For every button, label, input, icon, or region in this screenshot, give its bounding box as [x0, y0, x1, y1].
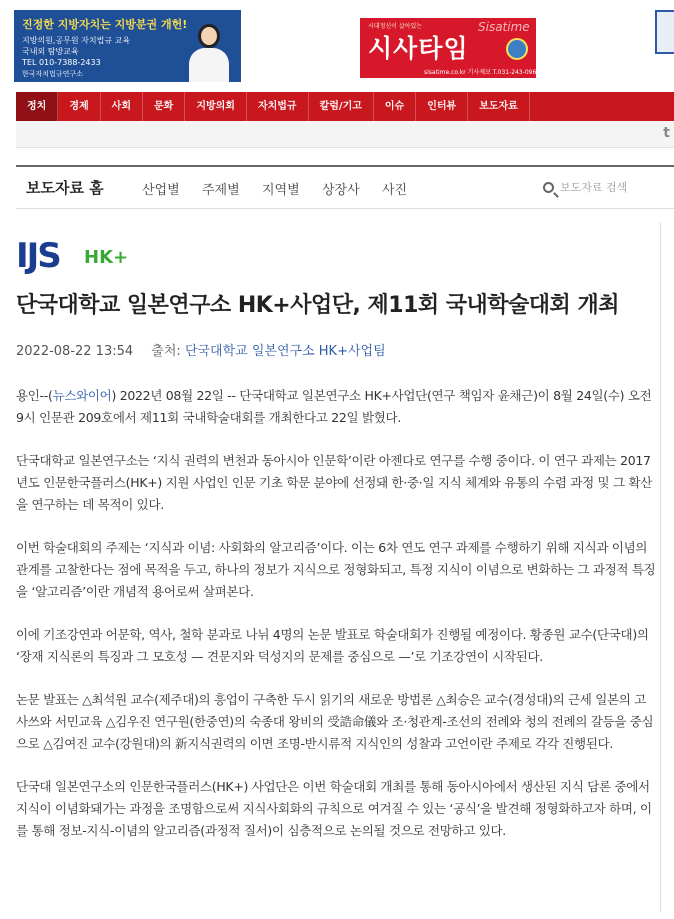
subnav-item-photo[interactable]: 사진: [382, 183, 408, 198]
source-link[interactable]: 단국대학교 일본연구소 HK+사업팀: [184, 344, 386, 359]
ijs-logo-text: IJS: [16, 236, 60, 276]
press-home-link[interactable]: 보도자료 홈: [26, 179, 104, 197]
subnav-item-listed[interactable]: 상장사: [322, 183, 360, 198]
article-body: [16, 385, 656, 863]
article-paragraph-2: 단국대학교 일본연구소는 ‘지식 권력의 변천과 동아시아 인문학’이란 아젠다로 연구를 수행 중이다. 이 연구 과제는 2017년도 인문한국플러스(HK+) 지원 사업인 인문 기초 학문 분야에 선정돼 한·중·일 지식 체계와 유통의 수렴 과정 및 그 확산을 연구하는 데 목적이 있다.: [16, 453, 652, 512]
banner-ad[interactable]: [14, 10, 241, 82]
logo-contact: sisatime.co.kr 기사제보 T.031-243-0965: [424, 69, 541, 76]
person-head: [198, 24, 220, 48]
subnav-item-region[interactable]: 지역별: [262, 183, 300, 198]
banner-line1: 지방의원,공무원 자치법규 교육: [22, 36, 131, 45]
banner-org: 한국자치법규연구소: [22, 70, 83, 78]
p1-start: 용인--(: [16, 388, 53, 403]
nav-item-society[interactable]: 사회: [101, 92, 143, 121]
main-nav: [16, 92, 674, 121]
article-paragraph-3: 이번 학술대회의 주제는 ‘지식과 이념: 사회화의 알고리즘’이다. 이는 6차 연도 연구 과제를 수행하기 위해 지식과 이념의 관계를 고찰한다는 점에 목적을 두고, 하나의 정보가 지식으로 정형화되고, 특정 지식이 이념으로 변화하는 그 과정적 특징을 ‘알고리즘’이란 개념적 용어로써 살펴본다.: [16, 540, 656, 599]
banner-line2: 국내외 탐방교육: [22, 47, 79, 56]
site-logo[interactable]: [360, 18, 541, 78]
logo-english: Sisatime: [478, 20, 530, 34]
article-paragraph-6: 단국대 일본연구소의 인문한국플러스(HK+) 사업단은 이번 학술대회 개최를 통해 동아시아에서 생산된 지식 담론 중에서 지식이 이념화돼가는 과정을 조명함으로써 지식사회화의 규칙으로 여겨질 수 있는 ‘공식’을 발견해 정형화하고자 하며, 이를 통해 정보-지식-이념의 알고리즘(과정적 질서)이 심층적으로 논의될 것으로 전망하고 있다.: [16, 779, 652, 838]
banner-person-image: [189, 24, 229, 82]
nav-item-local-council[interactable]: 지방의회: [185, 92, 247, 121]
logo-slogan: 시대정신이 살아있는: [368, 23, 423, 30]
banner-phone: TEL 010-7388-2433: [22, 58, 101, 67]
nav-item-politics[interactable]: 정치: [16, 92, 58, 121]
article-paragraph-5: 논문 발표는 △최석원 교수(제주대)의 흥업이 구축한 두시 읽기의 새로운 방법론 △최승은 교수(경성대)의 근세 일본의 고사쓰와 서민교육 △김우진 연구원(한중연)의 숙종대 왕비의 受誥命儀와 조·청관계-조선의 전례와 청의 전례의 갈등을 중심으로 △김여진 교수(강원대)의 新지식권력의 이면 조명-반시류적 지식인의 성찰과 고언이란 주제로 각각 진행된다.: [16, 692, 654, 751]
nav-item-local-law[interactable]: 자치법규: [247, 92, 309, 121]
press-subnav-menu: [142, 179, 442, 198]
article-title: 단국대학교 일본연구소 HK+사업단, 제11회 국내학술대회 개최: [16, 293, 619, 318]
hk-logo-text: HK+: [84, 247, 129, 268]
nav-item-column[interactable]: 칼럼/기고: [309, 92, 374, 121]
banner-text: [22, 35, 130, 68]
article-datetime: 2022-08-22 13:54: [16, 344, 134, 359]
newswire-link[interactable]: 뉴스와이어: [52, 388, 112, 403]
nav-item-culture[interactable]: 문화: [143, 92, 185, 121]
content-divider: [660, 222, 661, 912]
banner-headline: 진정한 지방자치는 지방분권 개헌!: [22, 18, 188, 31]
subnav-item-industry[interactable]: 산업별: [142, 183, 180, 198]
nav-item-press-release[interactable]: 보도자료: [468, 92, 530, 121]
nav-item-economy[interactable]: 경제: [58, 92, 100, 121]
right-banner-edge[interactable]: [655, 10, 674, 54]
social-bar: [16, 121, 674, 148]
person-body: [189, 48, 229, 82]
globe-icon: [506, 38, 528, 60]
press-search[interactable]: [543, 179, 627, 195]
source-label: 출처:: [151, 344, 181, 359]
nav-item-interview[interactable]: 인터뷰: [416, 92, 468, 121]
twitter-icon[interactable]: t: [663, 125, 670, 141]
article-paragraph-4: 이에 기조강연과 어문학, 역사, 철학 분과로 나뉘 4명의 논문 발표로 학술대회가 진행될 예정이다. 황종원 교수(단국대)의 ‘장재 지식론의 특징과 그 모호성 — 견문지와 덕성지의 문제를 중심으로 —’로 기조강연이 시작된다.: [16, 627, 649, 664]
article-meta: [16, 340, 386, 359]
p1-rest: ) 2022년 08월 22일 -- 단국대학교 일본연구소 HK+사업단(연구 책임자 윤채근)이 8월 24일(수) 오전 9시 인문관 209호에서 제11회 국내학술대회를 개최한다고 22일 밝혔다.: [16, 388, 652, 425]
press-subnav: [16, 165, 674, 209]
subnav-item-topic[interactable]: 주제별: [202, 183, 240, 198]
logo-name: 시사타임: [368, 34, 469, 63]
search-icon[interactable]: [543, 182, 554, 193]
search-placeholder[interactable]: 보도자료 검색: [560, 181, 628, 194]
ijs-hk-logo: [16, 236, 129, 276]
article-paragraph-1: [16, 385, 656, 429]
nav-item-issue[interactable]: 이슈: [374, 92, 416, 121]
